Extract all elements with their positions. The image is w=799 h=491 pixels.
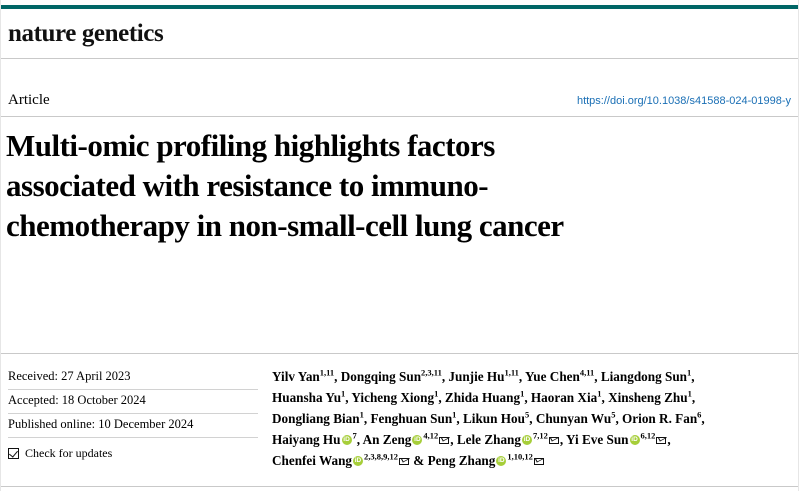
left-edge-rule [0, 0, 1, 491]
published-date: Published online: 10 December 2024 [8, 414, 258, 438]
email-icon[interactable] [399, 458, 409, 465]
check-for-updates[interactable] [8, 438, 258, 461]
author-line: Haiyang Hu iD $^7$, An Zeng iD $^{4,12}$ , Lele Zhang iD $^{7,12}$ , Yi Eve Sun iD $^{6,12}$ , [272, 429, 790, 450]
orcid-icon[interactable] [496, 456, 506, 466]
received-date: Received: 27 April 2023 [8, 366, 258, 390]
orcid-icon[interactable] [522, 435, 532, 445]
accepted-date: Accepted: 18 October 2024 [8, 390, 258, 414]
article-divider [0, 116, 799, 117]
journal-divider [0, 58, 799, 59]
doi-link[interactable]: https://doi.org/10.1038/s41588-024-01998-y [576, 95, 791, 107]
article-type-label: Article [8, 92, 50, 108]
top-accent-rule [0, 5, 799, 9]
journal-title: nature genetics [8, 20, 164, 47]
orcid-icon[interactable] [342, 435, 352, 445]
email-icon[interactable] [656, 437, 666, 444]
email-icon[interactable] [549, 437, 559, 444]
author-line: Huansha Yu$^1$, Yicheng Xiong$^1$, Zhida Huang$^1$, Haoran Xia$^1$, Xinsheng Zhu$^1$, [272, 388, 696, 405]
bottom-divider [0, 486, 799, 487]
author-line: Chenfei Wang iD $^{2,3,8,9,12}$ & Peng Zhang iD $^{1,10,12}$ [272, 450, 790, 471]
page-title: Multi-omic profiling highlights factors associated with resistance to immuno-chemotherapy in non-small-cell lung cancer [6, 128, 564, 243]
article-header-row [8, 92, 791, 109]
orcid-icon[interactable] [630, 435, 640, 445]
orcid-icon[interactable] [412, 435, 422, 445]
meta-divider [0, 353, 799, 354]
email-icon[interactable] [439, 437, 449, 444]
email-icon[interactable] [534, 458, 544, 465]
check-for-updates-label: Check for updates [25, 446, 113, 460]
check-icon [8, 448, 19, 459]
publication-dates [8, 366, 258, 461]
author-line: Yilv Yan$^{1,11}$, Dongqing Sun$^{2,3,11}$, Junjie Hu$^{1,11}$, Yue Chen$^{4,11}$, Liangdong Sun$^1$, [272, 367, 695, 384]
author-list [272, 366, 790, 471]
orcid-icon[interactable] [353, 456, 363, 466]
author-line: Dongliang Bian$^1$, Fenghuan Sun$^1$, Likun Hou$^5$, Chunyan Wu$^5$, Orion R. Fan$^6$, [272, 409, 705, 426]
